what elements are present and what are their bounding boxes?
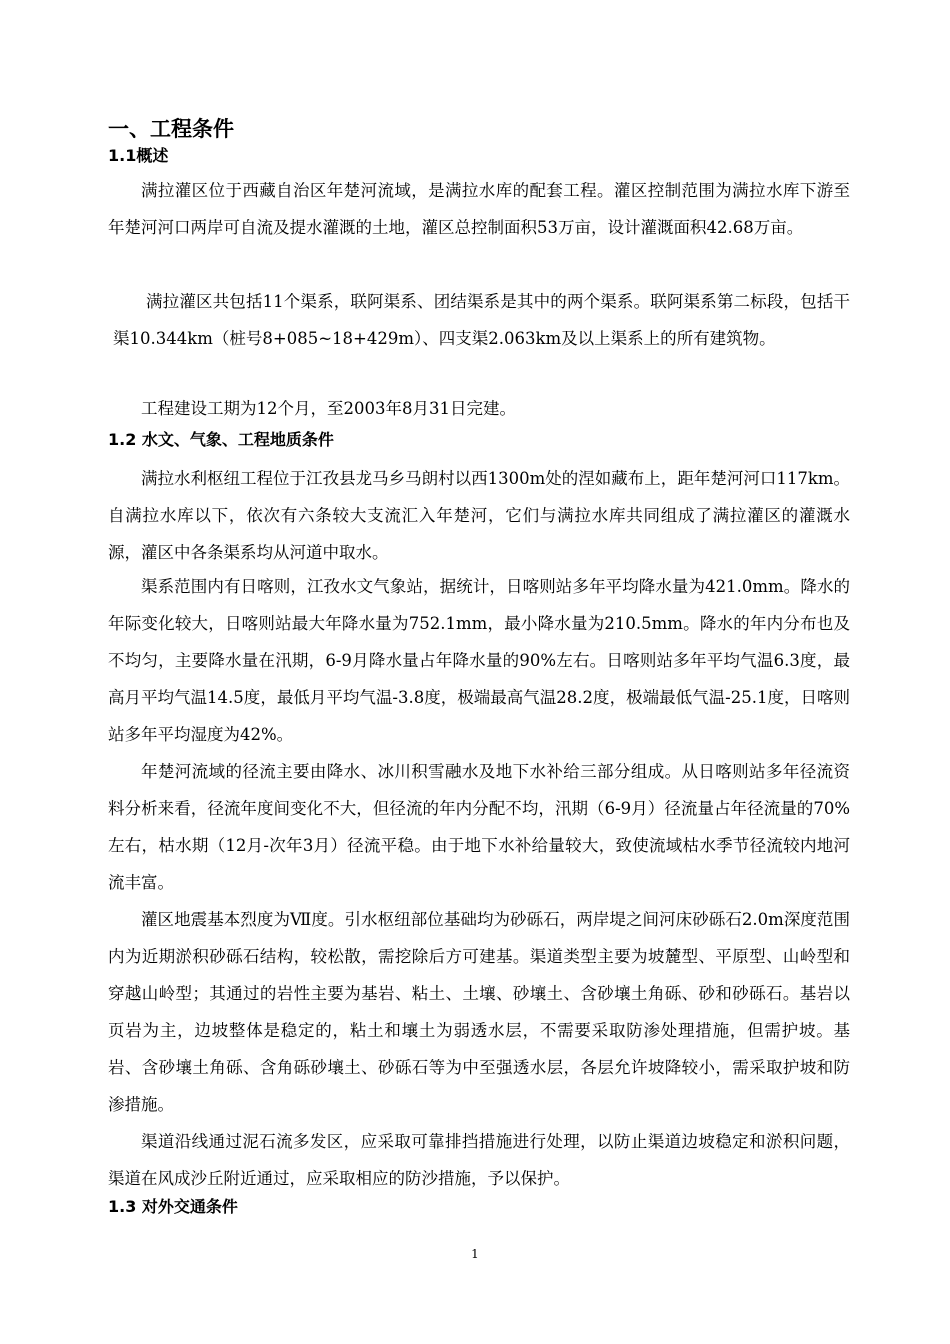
paragraph-hydrology-4: 灌区地震基本烈度为Ⅶ度。引水枢纽部位基础均为砂砾石，两岸堤之间河床砂砾石2.0m深度范围内为近期淤积砂砾石结构，较松散，需挖除后方可建基。渠道类型主要为坡麓型、平原型、山岭型和穿越山岭型；其通过的岩性主要为基岩、粘土、土壤、砂壤土、含砂壤土角砾、砂和砂砾石。基岩以页岩为主，边坡整体是稳定的，粘土和壤土为弱透水层，不需要采取防渗处理措施，但需护坡。基岩、含砂壤土角砾、含角砾砂壤土、砂砾石等为中至强透水层，各层允许坡降较小，需采取护坡和防渗措施。	[108, 910, 850, 1114]
paragraph-hydrology-3: 年楚河流域的径流主要由降水、冰川积雪融水及地下水补给三部分组成。从日喀则站多年径流资料分析来看，径流年度间变化不大，但径流的年内分配不均，汛期（6-9月）径流量占年径流量的70%左右，枯水期（12月-次年3月）径流平稳。由于地下水补给量较大，致使流域枯水季节径流较内地河流丰富。	[108, 762, 850, 892]
paragraph-overview-2: 满拉灌区共包括11个渠系，联阿渠系、团结渠系是其中的两个渠系。联阿渠系第二标段，包括干渠10.344km（桩号8+085~18+429m）、四支渠2.063km及以上渠系上的所有建筑物。	[113, 292, 850, 348]
paragraph-overview-1: 满拉灌区位于西藏自治区年楚河流域，是满拉水库的配套工程。灌区控制范围为满拉水库下游至年楚河河口两岸可自流及提水灌溉的土地，灌区总控制面积53万亩，设计灌溉面积42.68万亩。	[108, 181, 850, 237]
heading-overview: 1.1概述	[108, 146, 169, 165]
paragraph-hydrology-5: 渠道沿线通过泥石流多发区，应采取可靠排挡措施进行处理，以防止渠道边坡稳定和淤积问题，渠道在风成沙丘附近通过，应采取相应的防沙措施，予以保护。	[108, 1132, 850, 1188]
heading-hydrology: 1.2 水文、气象、工程地质条件	[108, 430, 334, 449]
page-number: 1	[471, 1247, 479, 1261]
heading-transport: 1.3 对外交通条件	[108, 1197, 238, 1216]
paragraph-hydrology-2: 渠系范围内有日喀则，江孜水文气象站，据统计，日喀则站多年平均降水量为421.0mm。降水的年际变化较大，日喀则站最大年降水量为752.1mm，最小降水量为210.5mm。降水的年内分布也及不均匀，主要降水量在汛期，6-9月降水量占年降水量的90%左右。日喀则站多年平均气温6.3度，最高月平均气温14.5度，最低月平均气温-3.8度，极端最高气温28.2度，极端最低气温-25.1度，日喀则站多年平均湿度为42%。	[108, 577, 850, 744]
paragraph-hydrology-1: 满拉水利枢纽工程位于江孜县龙马乡马朗村以西1300m处的涅如藏布上，距年楚河河口117km。自满拉水库以下，依次有六条较大支流汇入年楚河，它们与满拉水库共同组成了满拉灌区的灌溉水源，灌区中各条渠系均从河道中取水。	[108, 469, 850, 562]
section-title: 一、工程条件	[108, 117, 234, 141]
paragraph-overview-3: 工程建设工期为12个月，至2003年8月31日完建。	[141, 399, 516, 418]
